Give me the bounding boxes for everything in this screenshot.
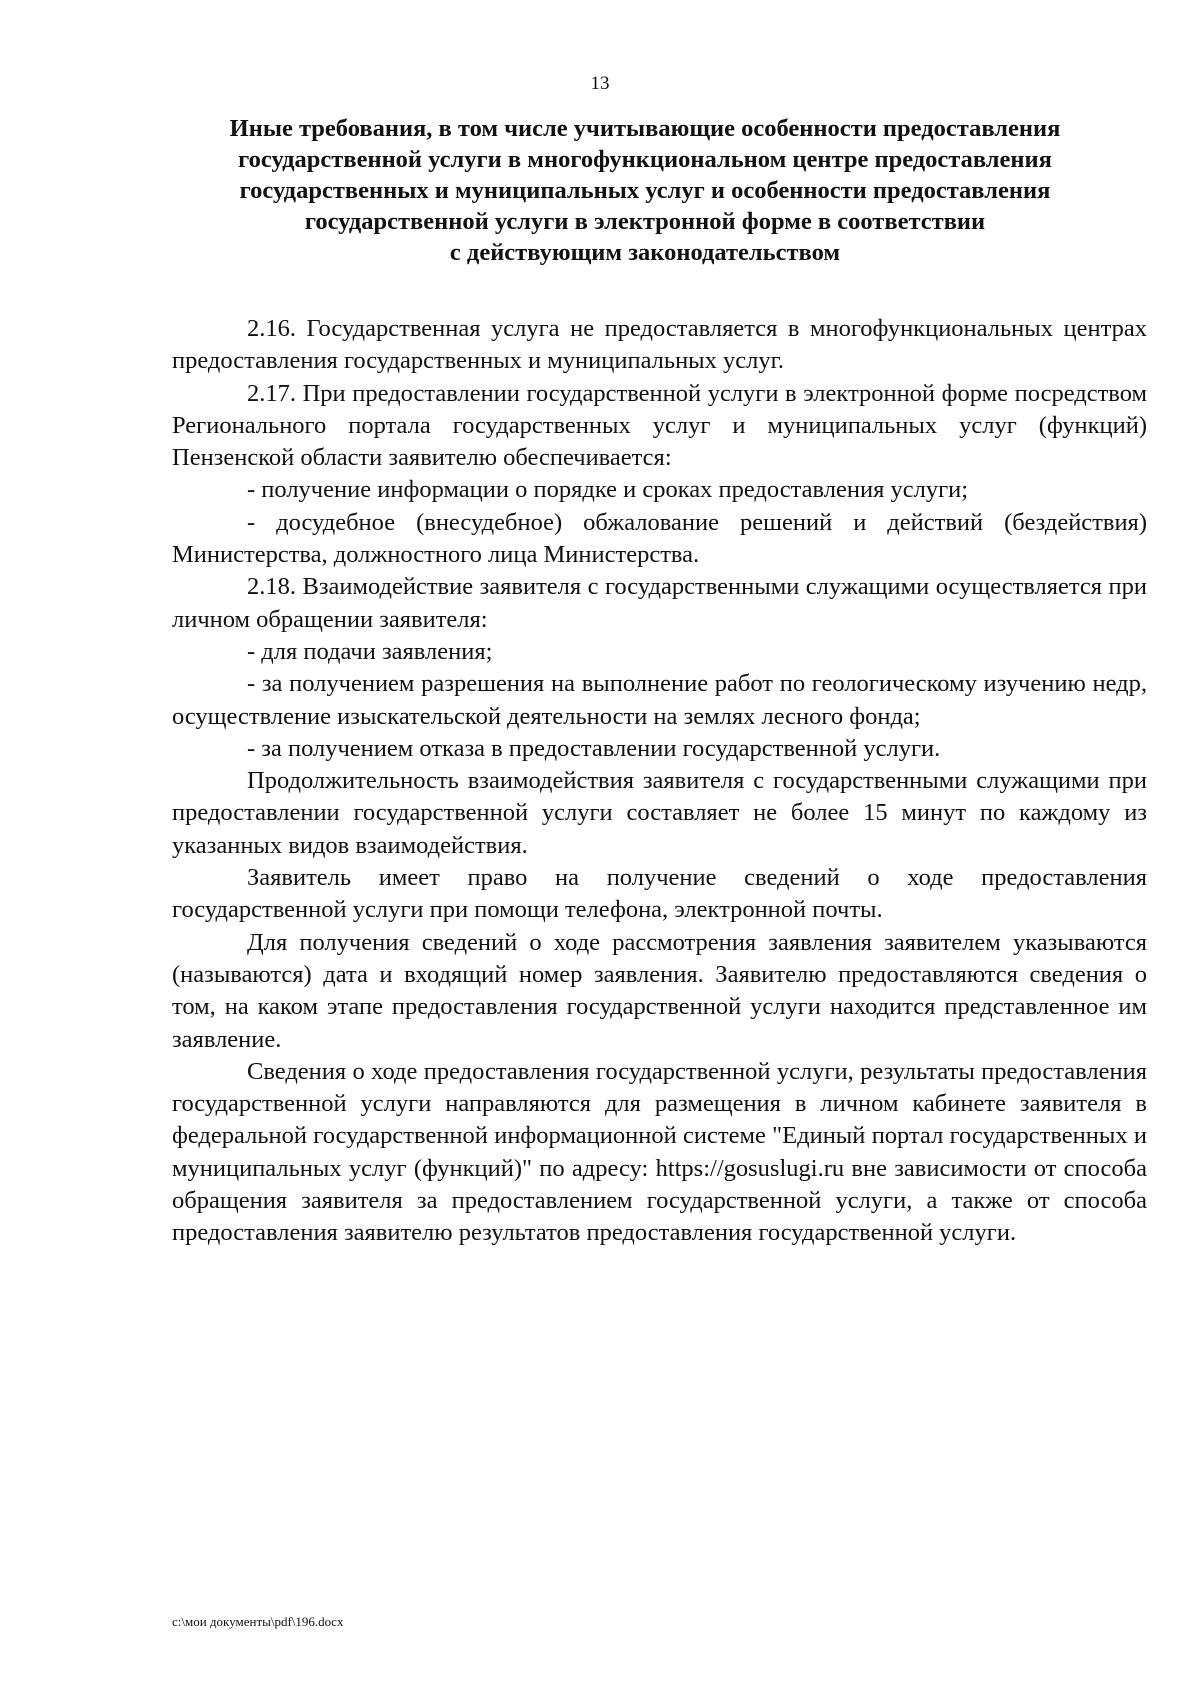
list-item: - для подачи заявления; <box>247 637 493 665</box>
heading-line: государственных и муниципальных услуг и особенности предоставления <box>239 177 1051 204</box>
paragraph: Сведения о ходе предоставления государственной услуги, результаты предоставления государственной услуги направляются для размещения в личном кабинете заявителя в федеральной государственной информационной системе "Единый портал государственных и муниципальных услуг (функций)" по адресу: https://gosuslugi.ru вне зависимости от способа обращения заявителя за предоставлением государственной услуги, а также от способа предоставления заявителю результатов предоставления государственной услуги. <box>172 1057 1147 1247</box>
heading-line: государственной услуги в электронной форме в соответствии <box>304 208 986 235</box>
heading-line: государственной услуги в многофункциональном центре предоставления <box>238 146 1052 173</box>
paragraph-2-16: 2.16. Государственная услуга не предоставляется в многофункциональных центрах предоставления государственных и муниципальных услуг. <box>172 315 1147 375</box>
list-item: - досудебное (внесудебное) обжалование решений и действий (бездействия) Министерства, должностного лица Министерства. <box>172 508 1147 569</box>
list-item: - за получением отказа в предоставлении государственной услуги. <box>247 734 941 762</box>
footer-file-path: c:\мои документы\pdf\196.docx <box>172 1614 344 1629</box>
heading-line: с действующим законодательством <box>449 239 841 266</box>
paragraph-2-18: 2.18. Взаимодействие заявителя с государственными служащими осуществляется при личном обращении заявителя: <box>172 573 1147 633</box>
list-item: - за получением разрешения на выполнение работ по геологическому изучению недр, осуществление изыскательской деятельности на землях лесного фонда; <box>172 670 1147 730</box>
section-heading <box>160 113 1130 268</box>
list-item: - получение информации о порядке и сроках предоставления услуги; <box>247 476 969 504</box>
page-number: 13 <box>590 73 610 94</box>
paragraph: Продолжительность взаимодействия заявителя с государственными служащими при предоставлении государственной услуги составляет не более 15 минут по каждому из указанных видов взаимодействия. <box>172 767 1147 859</box>
paragraph: Для получения сведений о ходе рассмотрения заявления заявителем указываются (называются) дата и входящий номер заявления. Заявителю предоставляются сведения о том, на каком этапе предоставления государственной услуги находится представленное им заявление. <box>172 928 1147 1053</box>
document-body <box>172 313 1147 1250</box>
heading-line: Иные требования, в том числе учитывающие особенности предоставления <box>229 115 1061 142</box>
paragraph: Заявитель имеет право на получение сведений о ходе предоставления государственной услуги при помощи телефона, электронной почты. <box>172 864 1147 924</box>
paragraph-2-17: 2.17. При предоставлении государственной услуги в электронной форме посредством Регионального портала государственных услуг и муниципальных услуг (функций) Пензенской области заявителю обеспечивается: <box>172 379 1147 472</box>
